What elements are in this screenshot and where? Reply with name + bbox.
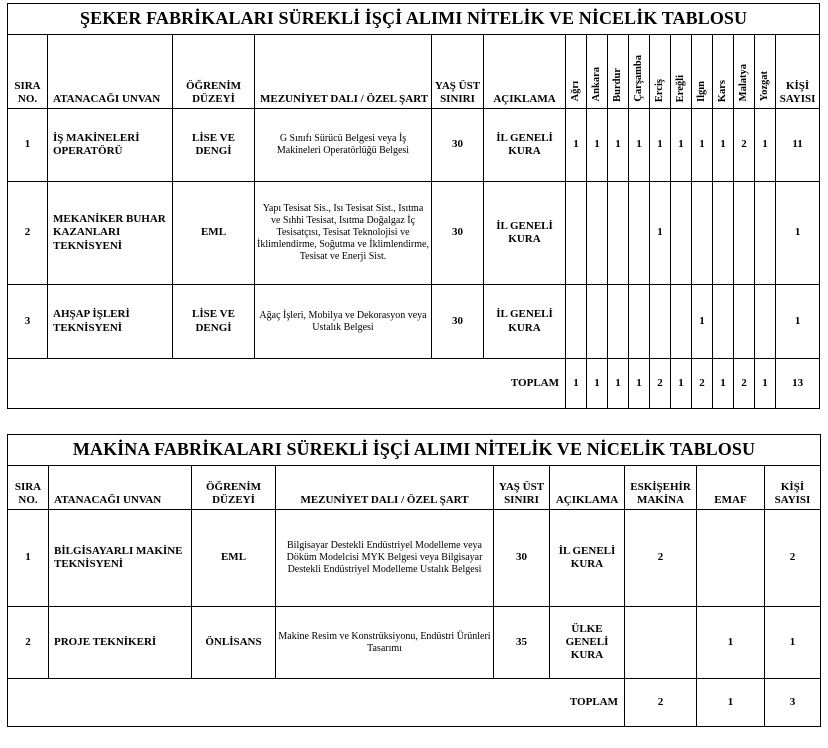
cell-city-count: 1 bbox=[608, 109, 629, 182]
col-header-city: Yozgat bbox=[758, 71, 770, 102]
cell-kisi: 11 bbox=[776, 109, 820, 182]
cell-city-count bbox=[713, 182, 734, 285]
table-row bbox=[8, 607, 821, 679]
cell-kisi: 1 bbox=[776, 285, 820, 359]
cell-mezuniyet: G Sınıfı Sürücü Belgesi veya İş Makineleri Operatörlüğü Belgesi bbox=[255, 109, 432, 182]
col-header-yas: YAŞ ÜST SINIRI bbox=[432, 35, 484, 109]
cell-total-kisi: 13 bbox=[776, 359, 820, 409]
header-row bbox=[8, 35, 820, 109]
cell-mezuniyet: Bilgisayar Destekli Endüstriyel Modelleme veya Döküm Modelcisi MYK Belgesi veya Bilgisayar Destekli Endüstriyel Modelleme Ustalık Belgesi bbox=[276, 510, 494, 607]
cell-city-count: 1 bbox=[566, 109, 587, 182]
cell-city-count bbox=[566, 285, 587, 359]
cell-city-count bbox=[566, 182, 587, 285]
col-header-city: Kars bbox=[716, 79, 728, 102]
cell-egitim: LİSE VE DENGİ bbox=[173, 109, 255, 182]
cell-mezuniyet: Yapı Tesisat Sis., Isı Tesisat Sist., Isıtma ve Sıhhi Tesisat, Isıtma Doğalgaz İç Tesisatçısı, Tesisat Teknolojisi ve İklimlendirme, Soğutma ve İklimlendirme, Tesisat ve Enerji Sist. bbox=[255, 182, 432, 285]
col-header-aciklama: AÇIKLAMA bbox=[550, 466, 625, 510]
cell-total-eskisehir: 2 bbox=[625, 679, 697, 727]
cell-total: 2 bbox=[692, 359, 713, 409]
total-row bbox=[8, 359, 820, 409]
table-row bbox=[8, 182, 820, 285]
cell-total: 2 bbox=[734, 359, 755, 409]
col-header-city: Erciş bbox=[653, 78, 665, 102]
col-header-kisi: KİŞİ SAYISI bbox=[765, 466, 821, 510]
col-header-aciklama: AÇIKLAMA bbox=[484, 35, 566, 109]
cell-total: 2 bbox=[650, 359, 671, 409]
cell-sira: 1 bbox=[8, 510, 49, 607]
cell-yas: 30 bbox=[494, 510, 550, 607]
cell-city-count bbox=[608, 182, 629, 285]
cell-total: 1 bbox=[713, 359, 734, 409]
cell-sira: 2 bbox=[8, 182, 48, 285]
cell-city-count bbox=[671, 285, 692, 359]
cell-emaf bbox=[697, 510, 765, 607]
col-header-city: Ağrı bbox=[569, 81, 581, 102]
table-row bbox=[8, 510, 821, 607]
cell-egitim: ÖNLİSANS bbox=[192, 607, 276, 679]
cell-egitim: EML bbox=[173, 182, 255, 285]
table-title: ŞEKER FABRİKALARI SÜREKLİ İŞÇİ ALIMI NİTELİK VE NİCELİK TABLOSU bbox=[8, 4, 820, 35]
table-title: MAKİNA FABRİKALARI SÜREKLİ İŞÇİ ALIMI NİTELİK VE NİCELİK TABLOSU bbox=[8, 435, 821, 466]
col-header-city: Ankara bbox=[590, 67, 602, 102]
cell-city-count bbox=[671, 182, 692, 285]
cell-total: 1 bbox=[587, 359, 608, 409]
cell-sira: 3 bbox=[8, 285, 48, 359]
cell-city-count: 2 bbox=[734, 109, 755, 182]
cell-unvan: İŞ MAKİNELERİ OPERATÖRÜ bbox=[48, 109, 173, 182]
col-header-mezuniyet: MEZUNİYET DALI / ÖZEL ŞART bbox=[255, 35, 432, 109]
col-header-city: Çarşamba bbox=[632, 55, 644, 102]
col-header-unvan: ATANACAĞI UNVAN bbox=[49, 466, 192, 510]
col-header-city: Burdur bbox=[611, 67, 623, 102]
cell-city-count bbox=[629, 285, 650, 359]
cell-sira: 1 bbox=[8, 109, 48, 182]
col-header-sira: SIRA NO. bbox=[8, 466, 49, 510]
cell-aciklama: İL GENELİ KURA bbox=[550, 510, 625, 607]
col-header-emaf: EMAF bbox=[697, 466, 765, 510]
col-header-yas: YAŞ ÜST SINIRI bbox=[494, 466, 550, 510]
cell-kisi: 1 bbox=[765, 607, 821, 679]
col-header-city: Ereğli bbox=[674, 74, 686, 102]
cell-kisi: 2 bbox=[765, 510, 821, 607]
cell-unvan: MEKANİKER BUHAR KAZANLARI TEKNİSYENİ bbox=[48, 182, 173, 285]
cell-city-count bbox=[692, 182, 713, 285]
col-header-city: Ilgın bbox=[695, 80, 707, 102]
cell-city-count bbox=[587, 182, 608, 285]
cell-city-count: 1 bbox=[692, 109, 713, 182]
seker-table bbox=[7, 3, 820, 409]
col-header-eskisehir: ESKİŞEHİR MAKİNA bbox=[625, 466, 697, 510]
cell-mezuniyet: Ağaç İşleri, Mobilya ve Dekorasyon veya Ustalık Belgesi bbox=[255, 285, 432, 359]
cell-city-count: 1 bbox=[671, 109, 692, 182]
cell-city-count bbox=[755, 182, 776, 285]
cell-city-count: 1 bbox=[755, 109, 776, 182]
col-header-egitim: ÖĞRENİM DÜZEYİ bbox=[173, 35, 255, 109]
cell-aciklama: ÜLKE GENELİ KURA bbox=[550, 607, 625, 679]
cell-city-count: 1 bbox=[650, 182, 671, 285]
cell-city-count bbox=[587, 285, 608, 359]
cell-eskisehir bbox=[625, 607, 697, 679]
cell-city-count: 1 bbox=[587, 109, 608, 182]
cell-yas: 30 bbox=[432, 109, 484, 182]
cell-city-count bbox=[650, 285, 671, 359]
cell-total-kisi: 3 bbox=[765, 679, 821, 727]
table-row bbox=[8, 109, 820, 182]
total-label: TOPLAM bbox=[8, 679, 625, 727]
cell-total-emaf: 1 bbox=[697, 679, 765, 727]
cell-unvan: PROJE TEKNİKERİ bbox=[49, 607, 192, 679]
cell-aciklama: İL GENELİ KURA bbox=[484, 285, 566, 359]
cell-egitim: EML bbox=[192, 510, 276, 607]
cell-unvan: BİLGİSAYARLI MAKİNE TEKNİSYENİ bbox=[49, 510, 192, 607]
cell-unvan: AHŞAP İŞLERİ TEKNİSYENİ bbox=[48, 285, 173, 359]
col-header-kisi: KİŞİ SAYISI bbox=[776, 35, 820, 109]
cell-city-count bbox=[713, 285, 734, 359]
header-row bbox=[8, 466, 821, 510]
cell-total: 1 bbox=[566, 359, 587, 409]
cell-mezuniyet: Makine Resim ve Konstrüksiyonu, Endüstri Ürünleri Tasarımı bbox=[276, 607, 494, 679]
cell-total: 1 bbox=[671, 359, 692, 409]
cell-kisi: 1 bbox=[776, 182, 820, 285]
cell-city-count bbox=[608, 285, 629, 359]
cell-total: 1 bbox=[755, 359, 776, 409]
cell-yas: 30 bbox=[432, 285, 484, 359]
cell-city-count: 1 bbox=[713, 109, 734, 182]
cell-aciklama: İL GENELİ KURA bbox=[484, 109, 566, 182]
cell-city-count: 1 bbox=[692, 285, 713, 359]
col-header-mezuniyet: MEZUNİYET DALI / ÖZEL ŞART bbox=[276, 466, 494, 510]
total-row bbox=[8, 679, 821, 727]
cell-yas: 35 bbox=[494, 607, 550, 679]
cell-egitim: LİSE VE DENGİ bbox=[173, 285, 255, 359]
cell-eskisehir: 2 bbox=[625, 510, 697, 607]
col-header-city: Malatya bbox=[737, 64, 749, 102]
cell-emaf: 1 bbox=[697, 607, 765, 679]
cell-city-count: 1 bbox=[629, 109, 650, 182]
cell-total: 1 bbox=[608, 359, 629, 409]
col-header-sira: SIRA NO. bbox=[8, 35, 48, 109]
cell-city-count bbox=[734, 182, 755, 285]
cell-city-count bbox=[629, 182, 650, 285]
total-label: TOPLAM bbox=[8, 359, 566, 409]
col-header-unvan: ATANACAĞI UNVAN bbox=[48, 35, 173, 109]
cell-city-count: 1 bbox=[650, 109, 671, 182]
makina-table bbox=[7, 434, 821, 727]
cell-total: 1 bbox=[629, 359, 650, 409]
col-header-egitim: ÖĞRENİM DÜZEYİ bbox=[192, 466, 276, 510]
cell-sira: 2 bbox=[8, 607, 49, 679]
cell-city-count bbox=[755, 285, 776, 359]
cell-yas: 30 bbox=[432, 182, 484, 285]
cell-aciklama: İL GENELİ KURA bbox=[484, 182, 566, 285]
table-row bbox=[8, 285, 820, 359]
cell-city-count bbox=[734, 285, 755, 359]
